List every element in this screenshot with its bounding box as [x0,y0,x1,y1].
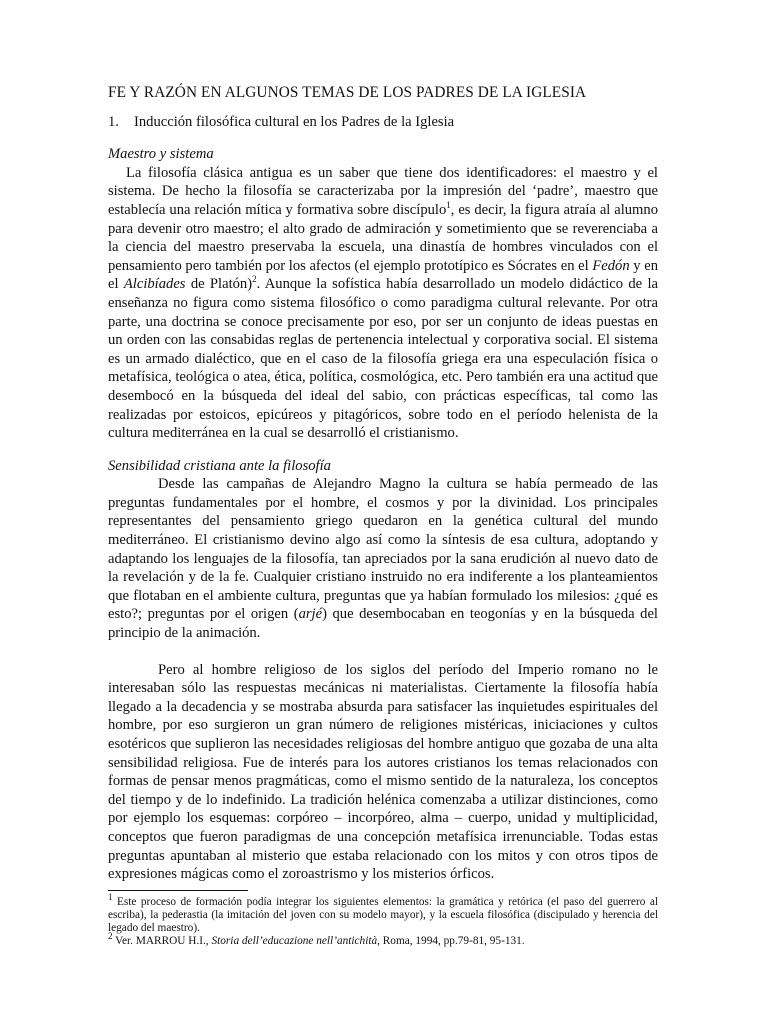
footnote-mark-2: 2 [108,931,113,942]
footnote-text: Este proceso de formación podía integrar los siguientes elementos: la gramática y retórica (el paso del guerrero al escriba), la pederastia (la imitación del joven con su modelo mayor), y la escuela filosófica (discipulado y herencia del legado del maestro). [108,895,658,935]
section-heading [108,113,658,132]
footnote-text: Ver. MARROU H.I., [112,935,212,948]
section-number: 1. [108,113,119,130]
footnote-work-title: Storia dell’educazione nell’antichità [211,935,378,948]
text-run: , es decir, la figura atraía al alumno para devenir otro maestro; el alto grado de admiración y sometimiento que se reverenciaba a la ciencia del maestro preservaba la escuela, una dinastía de hombres vinculados con el pensamiento pero también por los afectos (el ejemplo prototípico es Sócrates en el [108,201,658,274]
footnote-2 [108,931,658,948]
text-run: de Platón) [185,276,253,293]
footnote-mark-1: 1 [108,891,113,902]
paragraph-sensibilidad-1 [108,475,658,642]
footnote-text: , Roma, 1994, pp.79-81, 95-131. [377,935,525,948]
footnote-ref-2: 2 [252,274,257,285]
work-title-fedon: Fedón [592,257,630,274]
footnote-1 [108,891,658,936]
term-arje: arjé [298,606,323,623]
text-run: La filosofía clásica antigua es un saber que tiene dos identificadores: el maestro y el sistema. De hecho la filosofía se caracterizaba por la impresión del ‘padre’, maestro que establecía una relación mítica y formativa sobre discípulo [108,164,658,218]
section-title: Inducción filosófica cultural en los Padres de la Iglesia [134,113,455,130]
subsection-heading-sensibilidad: Sensibilidad cristiana ante la filosofía [108,457,331,474]
document-title: FE Y RAZÓN EN ALGUNOS TEMAS DE LOS PADRES DE LA IGLESIA [108,84,587,101]
document-body [108,84,658,949]
footnote-separator [108,890,248,891]
paragraph-maestro-sistema [108,164,658,443]
footnote-ref-1: 1 [446,200,451,211]
text-run: Desde las campañas de Alejandro Magno la cultura se había permeado de las preguntas fundamentales por el hombre, el cosmos y por la divinidad. Los principales representantes del pensamiento griego quedaron en la genética cultural del mundo mediterráneo. El cristianismo devino algo así como la síntesis de esa cultura, adoptando y adaptando los lenguajes de la filosofía, tan apreciados por la sana erudición al nuevo dato de la revelación y de la fe. Cualquier cristiano instruido no era indiferente a los planteamientos que flotaban en el ambiente cultura, preguntas que ya habían formulado los milesios: ¿qué es esto?; preguntas por el origen ( [108,476,658,623]
text-run: ) que desembocaban en teogonías y en la búsqueda del principio de la animación. [108,606,658,642]
paragraph-sensibilidad-2: Pero al hombre religioso de los siglos del período del Imperio romano no le interesaban sólo las respuestas mecánicas ni materialistas. Ciertamente la filosofía había llegado a la decadencia y se mostraba absurda para satisfacer las inquietudes espirituales del hombre, por eso surgieron un gran número de religiones mistéricas, iniciaciones y cultos esotéricos que suplieron las necesidades religiosas del hombre antiguo que gozaba de una alta sensibilidad religiosa. Fue de interés para los autores cristianos los temas relacionados con formas de pensar menos pragmáticas, como el mismo sentido de la naturaleza, los conceptos del tiempo y de lo indefinido. La tradición helénica comenzaba a utilizar distinciones, como por ejemplo los esquemas: corpóreo – incorpóreo, alma – cuerpo, unidad y multiplicidad, conceptos que fueron paradigmas de una concepción metafísica irrenunciable. Todas estas preguntas apuntaban al misterio que estaba relacionado con los mitos y con otros tipos de expresiones mágicas como el zoroastrismo y los misterios órficos. [108,661,658,883]
work-title-alcibiades: Alcibíades [123,276,186,293]
text-run: y en el [108,257,658,293]
text-run: . Aunque la sofística había desarrollado un modelo didáctico de la enseñanza no figura como sistema filosófico o como paradigma cultural relevante. Por otra parte, una doctrina se conoce precisamente por eso, por ser un conjunto de ideas puestas en un orden con las consabidas reglas de pertenencia intelectual y corporativa social. El sistema es un armado dialéctico, que en el caso de la filosofía griega era una especulación física o metafísica, teológica o atea, ética, política, cosmológica, etc. Pero también era una actitud que desembocó en la búsqueda del ideal del sabio, con prácticas específicas, tal como las realizadas por estoicos, epicúreos y pitagóricos, sobre todo en el período helenista de la cultura mediterránea en la cual se desarrolló el cristianismo. [108,276,658,442]
subsection-heading-maestro: Maestro y sistema [108,146,214,163]
